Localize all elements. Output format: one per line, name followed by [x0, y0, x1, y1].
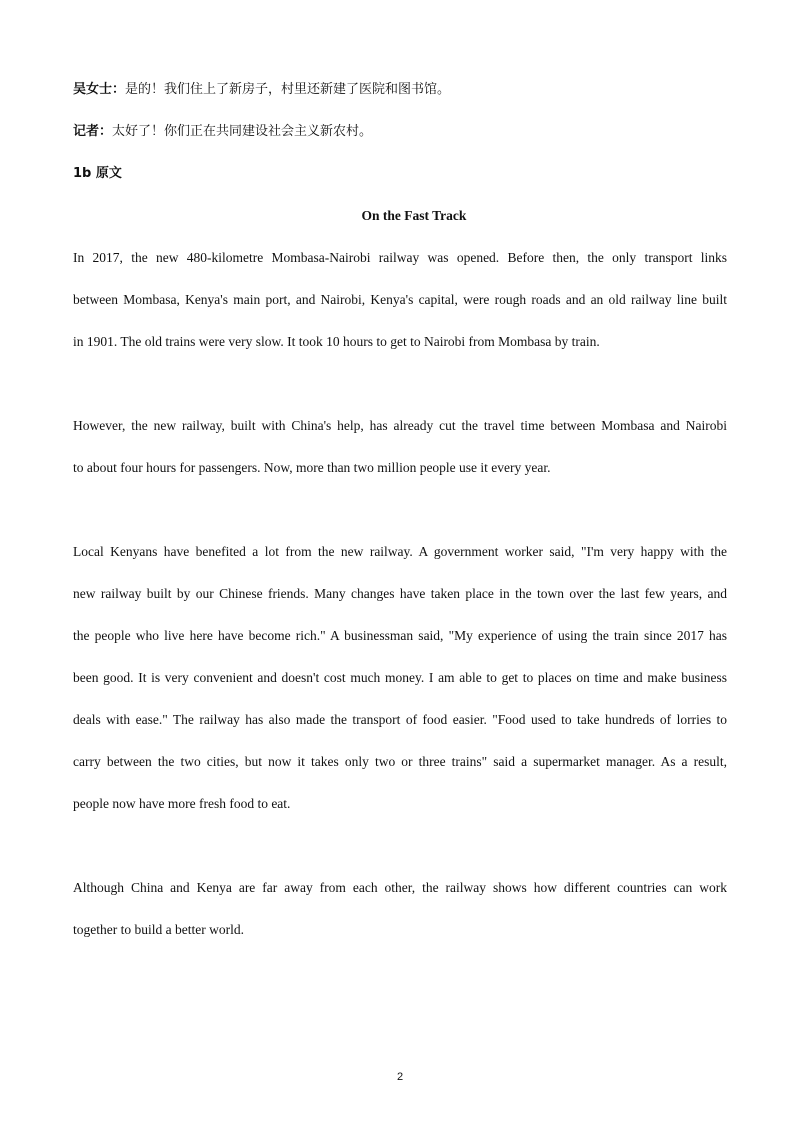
- paragraph-1-line-3: in 1901. The old trains were very slow. It took 10 hours to get to Nairobi from Mombasa by train.: [73, 334, 600, 349]
- paragraph-2-line-2: to about four hours for passengers. Now, more than two million people use it every year.: [73, 460, 551, 475]
- speaker-name: 吴女士：: [73, 82, 126, 97]
- page-number: 2: [396, 1071, 404, 1083]
- dialogue-line-2: [73, 123, 372, 141]
- paragraph-3-line-1: Local Kenyans have benefited a lot from the new railway. A government worker said, "I'm very happy with the: [73, 544, 727, 559]
- paragraph-3-line-7: people now have more fresh food to eat.: [73, 796, 291, 811]
- paragraph-2-line-1: However, the new railway, built with China's help, has already cut the travel time between Mombasa and Nairobi: [73, 418, 727, 433]
- paragraph-1-line-1: In 2017, the new 480-kilometre Mombasa-Nairobi railway was opened. Before then, the only transport links: [73, 250, 727, 265]
- section-heading: 1b 原文: [73, 166, 122, 181]
- dialogue-line-1: [73, 81, 450, 99]
- speaker-name: 记者：: [73, 124, 113, 139]
- paragraph-3-line-6: carry between the two cities, but now it takes only two or three trains" said a supermarket manager. As a result,: [73, 754, 727, 769]
- dialogue-text: 是的！我们住上了新房子，村里还新建了医院和图书馆。: [125, 82, 451, 97]
- article-title: On the Fast Track: [361, 208, 467, 223]
- paragraph-1-line-2: between Mombasa, Kenya's main port, and Nairobi, Kenya's capital, were rough roads and an old railway line built: [73, 292, 727, 307]
- paragraph-4-line-2: together to build a better world.: [73, 922, 244, 937]
- paragraph-3-line-2: new railway built by our Chinese friends. Many changes have taken place in the town over the last few years, and: [73, 586, 727, 601]
- paragraph-3-line-5: deals with ease." The railway has also made the transport of food easier. "Food used to take hundreds of lorries to: [73, 712, 727, 727]
- paragraph-3-line-4: been good. It is very convenient and doesn't cost much money. I am able to get to places on time and make business: [73, 670, 727, 685]
- dialogue-text: 太好了！你们正在共同建设社会主义新农村。: [112, 124, 373, 139]
- paragraph-4-line-1: Although China and Kenya are far away from each other, the railway shows how different countries can work: [73, 880, 727, 895]
- paragraph-3-line-3: the people who live here have become rich." A businessman said, "My experience of using the train since 2017 has: [73, 628, 727, 643]
